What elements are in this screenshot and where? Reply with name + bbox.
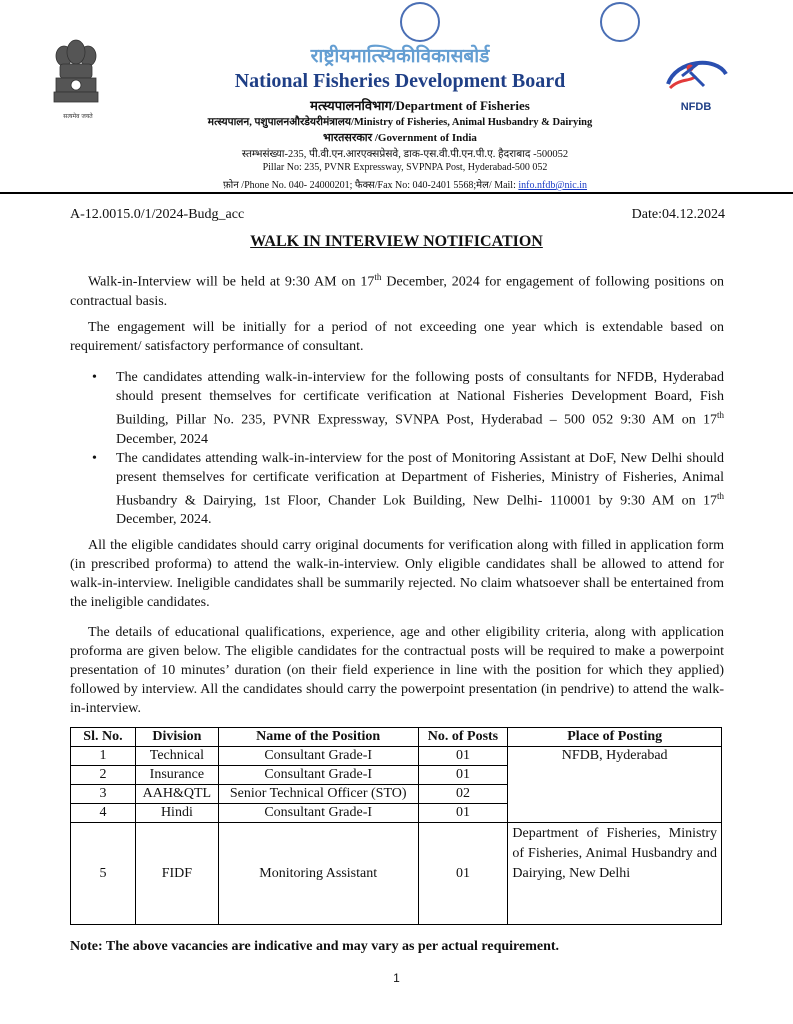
cell-posts: 01 xyxy=(418,766,508,785)
para1-sup: th xyxy=(374,272,382,282)
header-divider xyxy=(0,192,793,194)
cell-sl: 4 xyxy=(71,804,136,823)
cell-sl: 5 xyxy=(71,823,136,925)
decorative-circle xyxy=(600,2,640,42)
bullet-icon: • xyxy=(92,370,97,385)
table-row xyxy=(71,747,722,766)
vacancy-table xyxy=(70,727,722,925)
note-text: Note: The above vacancies are indicative and may vary as per actual requirement. xyxy=(70,939,560,954)
notice-date: Date:04.12.2024 xyxy=(631,207,725,222)
cell-division: AAH&QTL xyxy=(135,785,218,804)
cell-position: Consultant Grade-I xyxy=(218,766,418,785)
bullet-text: The candidates attending walk-in-interview for the following posts of consultants for NFDB, Hyderabad should present themselves for certificate verification at National Fisheries Development Board, Fish Building, Pillar No. 235, PVNR Expressway, SVNPA Post, Hyderabad – 500 052 9:30 AM on 17 xyxy=(116,370,724,428)
national-emblem-icon xyxy=(50,34,102,118)
logo-text: NFDB xyxy=(680,101,712,113)
cell-posts: 01 xyxy=(418,747,508,766)
contact-text: फ़ोन /Phone No. 040- 24000201; फैक्स/Fax No: 040-2401 5568;मेल/ Mail: xyxy=(222,180,519,191)
list-item xyxy=(88,449,724,530)
bullet-sup: th xyxy=(716,490,724,501)
page-number: 1 xyxy=(393,971,400,985)
government-name: भारतसरकार /Government of India xyxy=(323,132,477,144)
nfdb-logo-icon xyxy=(660,52,732,114)
cell-sl: 2 xyxy=(71,766,136,785)
column-header: No. of Posts xyxy=(418,728,508,747)
cell-division: FIDF xyxy=(135,823,218,925)
table-header-row xyxy=(71,728,722,747)
ministry-name: मत्स्यपालन, पशुपालनऔरडेयरीमंत्रालय/Ministry of Fisheries, Animal Husbandry & Dairying xyxy=(207,117,593,128)
cell-division: Insurance xyxy=(135,766,218,785)
decorative-circle xyxy=(400,2,440,42)
hindi-title: राष्ट्रीयमात्स्यिकीविकासबोर्ड xyxy=(310,45,490,67)
list-item xyxy=(88,368,724,449)
cell-sl: 1 xyxy=(71,747,136,766)
email-link[interactable]: info.nfdb@nic.in xyxy=(518,180,588,191)
table-row xyxy=(71,823,722,925)
cell-position: Consultant Grade-I xyxy=(218,804,418,823)
cell-position: Senior Technical Officer (STO) xyxy=(218,785,418,804)
address-hindi: स्तम्भसंख्या-235, पी.वी.एन.आरएक्सप्रेसवे, डाक-एस.वी.पी.एन.पी.ए. हैदराबाद -500052 xyxy=(241,149,569,160)
column-header: Place of Posting xyxy=(508,728,722,747)
page-title: WALK IN INTERVIEW NOTIFICATION xyxy=(250,233,543,250)
department-name: मत्स्यपालनविभाग/Department of Fisheries xyxy=(310,98,530,113)
cell-division: Technical xyxy=(135,747,218,766)
paragraph-documents xyxy=(70,536,724,612)
bullet-sup: th xyxy=(716,410,724,420)
column-header: Division xyxy=(135,728,218,747)
bullet-text: The candidates attending walk-in-interview for the post of Monitoring Assistant at DoF, New Delhi should present themselves for certificate verification at Department of Fisheries, Ministry of Fisheries, Animal Husbandry & Dairying, 1st Floor, Chander Lok Building, New Delhi- 110001 by 9:30 AM on 17 xyxy=(116,450,724,509)
organization-title: National Fisheries Development Board xyxy=(234,70,566,92)
para2-text: The engagement will be initially for a period of not exceeding one year which is extendable based on requirement/ satisfactory performance of consultant. xyxy=(70,320,724,354)
cell-posts: 02 xyxy=(418,785,508,804)
bullet-icon: • xyxy=(92,450,97,466)
reference-number: A-12.0015.0/1/2024-Budg_acc xyxy=(70,207,245,222)
column-header: Sl. No. xyxy=(71,728,136,747)
column-header: Name of the Position xyxy=(218,728,418,747)
para4-text: The details of educational qualifications, experience, age and other eligibility criteria, along with application proforma are given below. The eligible candidates for the contractual posts will be required to make a powerpoint presentation of 10 minutes’ duration (on their field experience in line with the position for which they applied) followed by interview. All the candidates should carry the powerpoint presentation (in pendrive) to attend the walk-in-interview. xyxy=(70,625,724,716)
emblem-motto: सत्यमेव जयते xyxy=(63,113,93,120)
para1-text-end: December, 2024 for engagement of following positions on contractual basis. xyxy=(70,274,724,309)
bullet-text-end: December, 2024. xyxy=(116,512,212,528)
cell-place-nfdb: NFDB, Hyderabad xyxy=(508,747,722,823)
cell-posts: 01 xyxy=(418,823,508,925)
address-english: Pillar No: 235, PVNR Expressway, SVPNPA Post, Hyderabad-500 052 xyxy=(262,162,548,173)
cell-position: Consultant Grade-I xyxy=(218,747,418,766)
para3-text: All the eligible candidates should carry original documents for verification along with filled in application form (in prescribed proforma) to attend the walk-in-interview. Only eligible candidates shall be allowed to attend for walk-in-interview. Ineligible candidates shall be summarily rejected. No claim whatsoever shall be entertained from the ineligible candidates. xyxy=(70,538,724,610)
cell-position: Monitoring Assistant xyxy=(218,823,418,925)
cell-sl: 3 xyxy=(71,785,136,804)
cell-place-dof: Department of Fisheries, Ministry of Fisheries, Animal Husbandry and Dairying, New Delhi xyxy=(508,823,722,925)
cell-posts: 01 xyxy=(418,804,508,823)
paragraph-interview-date xyxy=(70,268,724,311)
paragraph-engagement xyxy=(70,318,724,356)
bullet-list xyxy=(88,368,724,529)
contact-line xyxy=(140,177,670,191)
para1-text: Walk-in-Interview will be held at 9:30 AM on 17 xyxy=(88,274,375,290)
cell-division: Hindi xyxy=(135,804,218,823)
paragraph-details xyxy=(70,623,724,718)
bullet-text-end: December, 2024 xyxy=(116,431,208,447)
